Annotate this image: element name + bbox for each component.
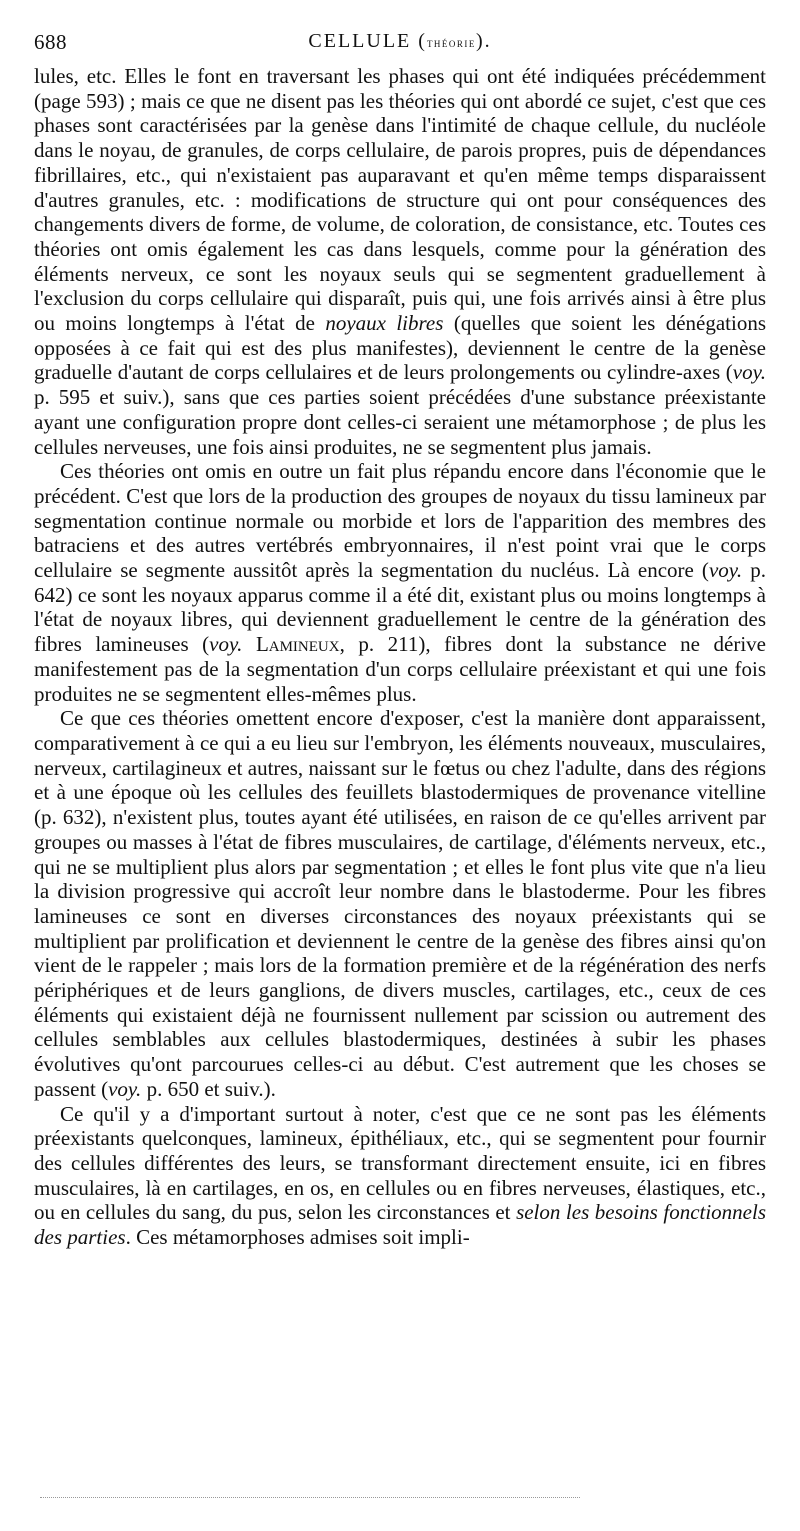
running-title xyxy=(34,30,766,53)
paragraph xyxy=(34,459,766,706)
text-run: Ce que ces théories omettent encore d'exposer, c'est la manière dont apparaissent, comparativement à ce qui a eu lieu sur l'embryon, les éléments nouveaux, musculaires, nerveux, cartilagineux et autres, naissant sur le fœtus ou chez l'adulte, dans des régions et à une époque où les cellules des feuillets blastodermiques de provenance vitelline (p. 632), n'existent plus, toutes ayant été utilisées, en raison de ce qu'elles arrivent par groupes ou masses à l'état de fibres musculaires, de cartilage, d'éléments nerveux, etc., qui ne se multiplient plus alors par segmentation ; et elles le font plus vite que n'a lieu la division progressive qui accroît leur nombre dans le blastoderme. Pour les fibres lamineuses ce sont en diverses circonstances des noyaux préexistants qui se multiplient par prolification et deviennent le centre de la genèse des fibres ainsi qu'on vient de le rappeler ; mais lors de la formation première et de la régénération des nerfs périphériques et de leurs ganglions, de divers muscles, cartilages, etc., ceux de ces éléments qui existaient déjà ne fournissent nullement par scission ou autrement des cellules semblables aux cellules blastodermiques, destinées à subir les phases évolutives qu'ont parcourues celles-ci au début. C'est autrement que les choses se passent ( xyxy=(34,706,766,1101)
italic-text: voy. xyxy=(708,558,743,583)
italic-text: selon les besoins fonctionnels des parties xyxy=(34,1200,767,1250)
text-run: p. 595 et suiv.), sans que ces parties soient précédées d'une substance préexistante ayant une configuration propre dont celles-ci seraient une métamorphose ; de plus les cellules nerveuses, une fois ainsi produites, ne se segmentent plus jamais. xyxy=(34,385,766,459)
text-run: p. 650 et suiv.). xyxy=(141,1076,276,1101)
italic-text: noyaux libres xyxy=(325,311,444,336)
running-title-open-paren: ( xyxy=(418,30,427,52)
italic-text: voy. xyxy=(732,360,766,385)
page-number: 688 xyxy=(34,30,67,54)
text-run: . Ces métamorphoses admises soit impli- xyxy=(125,1225,470,1250)
text-run: Ce qu'il y a d'important surtout à noter, c'est que ce ne sont pas les éléments préexistants quelconques, lamineux, épithéliaux, etc., qui se segmentent pour fournir des cellules différentes des leurs, se transformant directement ensuite, ici en fibres musculaires, là en cartilages, en os, en cellules ou en fibres nerveuses, élastiques, etc., ou en cellules du sang, du pus, selon les circonstances et xyxy=(34,1101,766,1225)
paragraph xyxy=(34,706,766,1101)
italic-text: voy. xyxy=(108,1076,142,1101)
running-title-sub: théorie xyxy=(426,35,476,50)
paragraph xyxy=(34,1102,766,1250)
running-head xyxy=(34,24,766,64)
italic-text: voy. xyxy=(209,632,243,657)
text-run: p. 642) ce sont les noyaux apparus comme il a été dit, existant plus ou moins longtemps à l'état de noyaux libres, qui deviennent graduellement le centre de la génération des fibres lamineuses ( xyxy=(34,558,767,657)
footer-rule xyxy=(40,1497,580,1498)
body-text xyxy=(34,64,766,1250)
running-title-close-paren: ). xyxy=(475,30,492,52)
page xyxy=(34,24,766,1250)
text-run: (quelles que soient les dénégations opposées à ce fait qui est des plus manifestes), deviennent le centre de la genèse graduelle d'autant de corps cellulaires et de leurs prolongements ou cylindre-axes ( xyxy=(34,311,767,385)
running-title-main: CELLULE xyxy=(308,30,412,52)
paragraph xyxy=(34,64,766,459)
text-run: lules, etc. Elles le font en traversant les phases qui ont été indiquées précédemment (page 593) ; mais ce que ne disent pas les théories qui ont abordé ce sujet, c'est que ces phases sont caractérisées par la genèse dans l'intimité de chaque cellule, du nucléole dans le noyau, de granules, de corps cellulaire, de parois propres, puis de dépendances fibrillaires, etc., qui n'existaient pas auparavant et qu'en même temps disparaissent d'autres granules, etc. : modifications de structure qui ont pour conséquences des changements divers de forme, de volume, de coloration, de consistance, etc. Toutes ces théories ont omis également les cas dans lesquels, comme pour la génération des éléments nerveux, ce sont les noyaux seuls qui se segmentent graduellement à l'exclusion du corps cellulaire qui disparaît, puis qui, une fois arrivés ainsi à être plus ou moins longtemps à l'état de xyxy=(34,64,766,336)
text-run: Ces théories ont omis en outre un fait plus répandu encore dans l'économie que le précédent. C'est que lors de la production des groupes de noyaux du tissu lamineux par segmentation continue normale ou morbide et lors de l'apparition des membres des batraciens et des autres vertébrés embryonnaires, il n'est point vrai que le corps cellulaire se segmente aussitôt après la segmentation du nucléus. Là encore ( xyxy=(34,459,766,583)
text-run: , p. 211), fibres dont la substance ne dérive manifestement pas de la segmentation d'un corps cellulaire préexistant et qui une fois produites ne se segmentent elles-mêmes plus. xyxy=(34,632,766,706)
smallcaps-text: Lamineux xyxy=(255,632,340,657)
text-run xyxy=(242,632,256,656)
